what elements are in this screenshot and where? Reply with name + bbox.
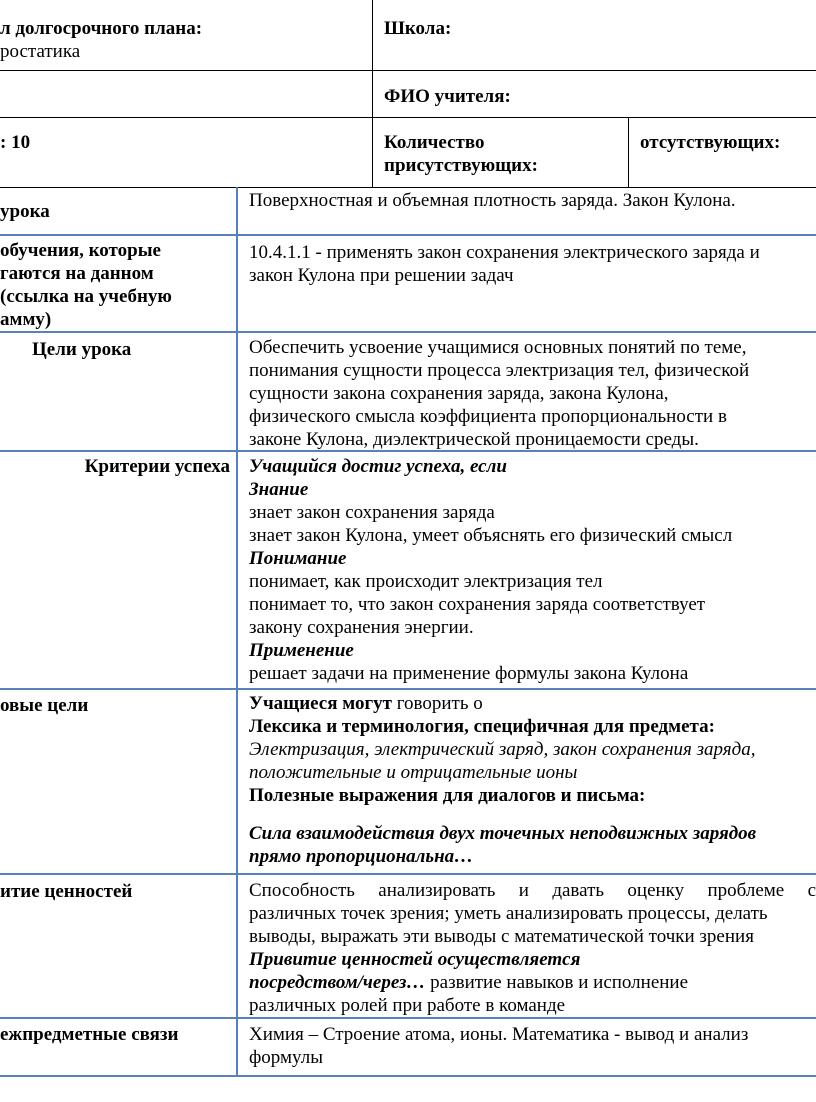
- language-phrases-title: Полезные выражения для диалогов и письма:: [249, 785, 646, 806]
- values-line: различных ролей при работе в команде: [249, 995, 566, 1016]
- present-count-cell: [384, 131, 620, 177]
- column-divider: [628, 117, 629, 187]
- cross-value: [249, 1023, 816, 1069]
- row-divider: [0, 187, 816, 188]
- row-divider: [0, 331, 816, 333]
- values-value: [249, 879, 816, 1017]
- language-intro: [249, 692, 816, 715]
- row-divider: [0, 117, 816, 118]
- values-line: Способность анализировать и давать оценку проблеме с: [249, 880, 816, 901]
- objectives-label: [0, 239, 230, 331]
- values-line: выводы, выражать эти выводы с математической точки зрения: [249, 926, 754, 947]
- objectives-label-line: (ссылка на учебную: [0, 286, 172, 307]
- criteria-label: Критерии успеха: [84, 456, 230, 477]
- row-divider: [0, 688, 816, 690]
- language-label: овые цели: [0, 695, 89, 716]
- language-value: [249, 692, 816, 868]
- language-vocab-title: Лексика и терминология, специфичная для предмета:: [249, 716, 715, 737]
- row-divider: [0, 873, 816, 875]
- objectives-value: [249, 241, 816, 287]
- plan-section-value: ростатика: [0, 41, 81, 62]
- criteria-line: знает закон сохранения заряда: [249, 502, 495, 523]
- column-divider: [372, 0, 373, 187]
- goals-line: физического смысла коэффициента пропорциональности в: [249, 406, 727, 427]
- topic-value: Поверхностная и объемная плотность заряда. Закон Кулона.: [249, 190, 736, 211]
- cross-line: Химия – Строение атома, ионы. Математика - вывод и анализ: [249, 1024, 749, 1045]
- criteria-line: закону сохранения энергии.: [249, 617, 474, 638]
- cross-label: ежпредметные связи: [0, 1024, 179, 1045]
- objectives-label-line: обучения, которые: [0, 240, 161, 261]
- criteria-line: решает задачи на применение формулы закона Кулона: [249, 663, 689, 684]
- criteria-value: [249, 455, 816, 685]
- values-line: [249, 971, 816, 994]
- criteria-line: понимает то, что закон сохранения заряда соответствует: [249, 594, 706, 615]
- school-label: Школа:: [384, 18, 452, 39]
- language-intro-bold: Учащиеся могут: [249, 693, 392, 714]
- criteria-line: знает закон Кулона, умеет объяснять его физический смысл: [249, 525, 733, 546]
- language-vocab-line: положительные и отрицательные ионы: [249, 762, 578, 783]
- plan-section-label: л долгосрочного плана:: [0, 18, 203, 39]
- criteria-application-heading: Применение: [249, 640, 354, 661]
- column-divider: [236, 187, 238, 1077]
- goals-label: Цели урока: [32, 339, 132, 360]
- plan-section-cell: [0, 17, 365, 63]
- language-intro-rest: говорить о: [391, 693, 483, 714]
- objectives-label-line: амму): [0, 309, 52, 330]
- goals-line: понимания сущности процесса электризация тел, физической: [249, 360, 750, 381]
- criteria-understanding-heading: Понимание: [249, 548, 347, 569]
- objectives-label-line: гаются на данном: [0, 263, 154, 284]
- goals-line: Обеспечить усвоение учащимися основных понятий по теме,: [249, 337, 747, 358]
- objectives-value-line: закон Кулона при решении задач: [249, 265, 514, 286]
- values-label: итие ценностей: [0, 881, 133, 902]
- language-phrase-line: Сила взаимодействия двух точечных неподвижных зарядов: [249, 823, 757, 844]
- absent-label: отсутствующих:: [640, 132, 781, 153]
- language-phrase-line: прямо пропорциональна…: [249, 846, 474, 867]
- row-divider: [0, 234, 816, 236]
- row-divider: [0, 1017, 816, 1019]
- teacher-label: ФИО учителя:: [384, 86, 511, 107]
- row-divider: [0, 70, 816, 71]
- criteria-line: понимает, как происходит электризация тел: [249, 571, 603, 592]
- goals-value: [249, 336, 816, 451]
- values-line: различных точек зрения; уметь анализировать процессы, делать: [249, 903, 768, 924]
- objectives-value-line: 10.4.1.1 - применять закон сохранения электрического заряда и: [249, 242, 760, 263]
- present-label-line-2: присутствующих:: [384, 155, 538, 176]
- values-through-bold: посредством/через…: [249, 972, 426, 993]
- language-vocab-line: Электризация, электрический заряд, закон сохранения заряда,: [249, 739, 756, 760]
- goals-line: законе Кулона, диэлектрической проницаемости среды.: [249, 429, 699, 450]
- cross-line: формулы: [249, 1047, 323, 1068]
- goals-line: сущности закона сохранения заряда, закона Кулона,: [249, 383, 669, 404]
- values-line: Привитие ценностей осуществляется: [249, 949, 581, 970]
- topic-label: урока: [0, 201, 50, 222]
- grade-label: : 10: [0, 132, 31, 153]
- present-label-line-1: Количество: [384, 132, 485, 153]
- values-through-rest: развитие навыков и исполнение: [425, 972, 689, 993]
- criteria-intro: Учащийся достиг успеха, если: [249, 456, 507, 477]
- criteria-knowledge-heading: Знание: [249, 479, 309, 500]
- row-divider: [0, 1075, 816, 1077]
